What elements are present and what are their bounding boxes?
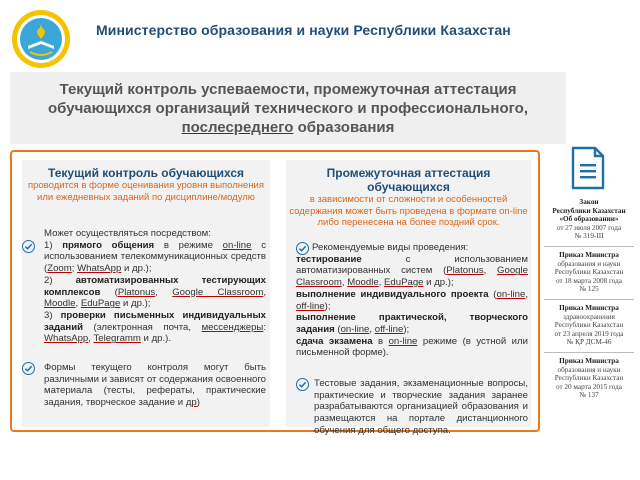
ref-divider (544, 246, 634, 247)
right-item-exam: сдача экзамена в on-line режиме (в устной или письменной форме). (296, 335, 529, 359)
right-methods-text (296, 242, 528, 359)
ref-divider (544, 299, 634, 300)
current-control-subheading: проводится в форме оценивания уровня выполнения или ежедневных заданий по дисциплине/модулю (27, 180, 265, 203)
education-emblem-icon (10, 8, 72, 70)
title-line-3 (182, 118, 395, 137)
left-item-3: 3) проверки письменных индивидуальных заданий (электронная почта, мессенджеры: WhatsApp, Telegramm и др.). (44, 309, 266, 345)
left-item-1: 1) прямого общения в режиме on-line с использованием телекоммуникационных средств (Zoom; WhatsApp и др.); (44, 239, 266, 275)
ref-order-125: Приказ Министра образования и науки Республики Казахстан от 18 марта 2008 года № 125 (554, 250, 624, 294)
current-control-heading: Текущий контроль обучающихся (48, 166, 244, 180)
left-methods-text (44, 228, 266, 345)
document-icon (571, 146, 605, 190)
title-line-1: Текущий контроль успеваемости, промежуточная аттестация (59, 80, 517, 98)
attestation-heading-line-1: Промежуточная аттестация (326, 166, 491, 180)
title-line-3-rest: образования (293, 118, 395, 136)
page-title (10, 72, 566, 144)
left-item-2: 2) автоматизированных тестирующих комплексов (Platonus, Google Classroom, Moodle, EduPage и др.); (44, 274, 266, 310)
right-item-testing: тестирование с использованием автоматизированных систем (Platonus, Google Classroom, Moodle, EduPage и др.); (296, 253, 528, 289)
ref-order-137: Приказ Министра образования и науки Республики Казахстан от 20 марта 2015 года № 137 (554, 356, 624, 400)
attestation-heading-line-2: обучающихся (367, 180, 450, 194)
right-item-project: выполнение индивидуального проекта (on-line, off-line); (296, 288, 528, 312)
ministry-title: Министерство образования и науки Республики Казахстан (96, 22, 511, 38)
right-item-creative: выполнение практической, творческого задания (on-line, off-line); (296, 312, 528, 335)
ref-divider (544, 352, 634, 353)
right-intro: Рекомендуемые виды проведения: (312, 242, 469, 253)
legal-references-panel (540, 196, 638, 403)
left-forms-text: Формы текущего контроля могут быть различными и зависят от содержания освоенного материала (тесты, рефераты, практические задания, творческое задание и др) (44, 362, 266, 409)
ref-law-education: Закон Республики Казахстан «Об образовании» от 27 июля 2007 года № 319-III (552, 198, 626, 241)
ref-order-dsm-46: Приказ Министра здравоохранения Республики Казахстан от 23 апреля 2019 года № ҚР ДСМ-46 (554, 303, 624, 347)
right-final-text: Тестовые задания, экзаменационные вопросы, практические и творческие задания заранее разрабатываются организацией образования и размещаются на портале дистанционного обучения для общего доступа. (314, 378, 528, 436)
title-underlined-word: послесреднего (181, 118, 294, 136)
check-circle-icon (22, 362, 35, 375)
title-line-2: обучающихся организаций технического и профессионального, (48, 99, 528, 117)
left-intro: Может осуществляться посредством: (44, 228, 211, 239)
check-circle-icon (22, 240, 35, 253)
check-circle-icon (296, 378, 309, 391)
attestation-subheading: в зависимости от сложности и особенностей содержания может быть проведена в формате on-line либо перенесена на более поздний срок. (289, 194, 528, 228)
check-circle-icon (296, 242, 309, 255)
